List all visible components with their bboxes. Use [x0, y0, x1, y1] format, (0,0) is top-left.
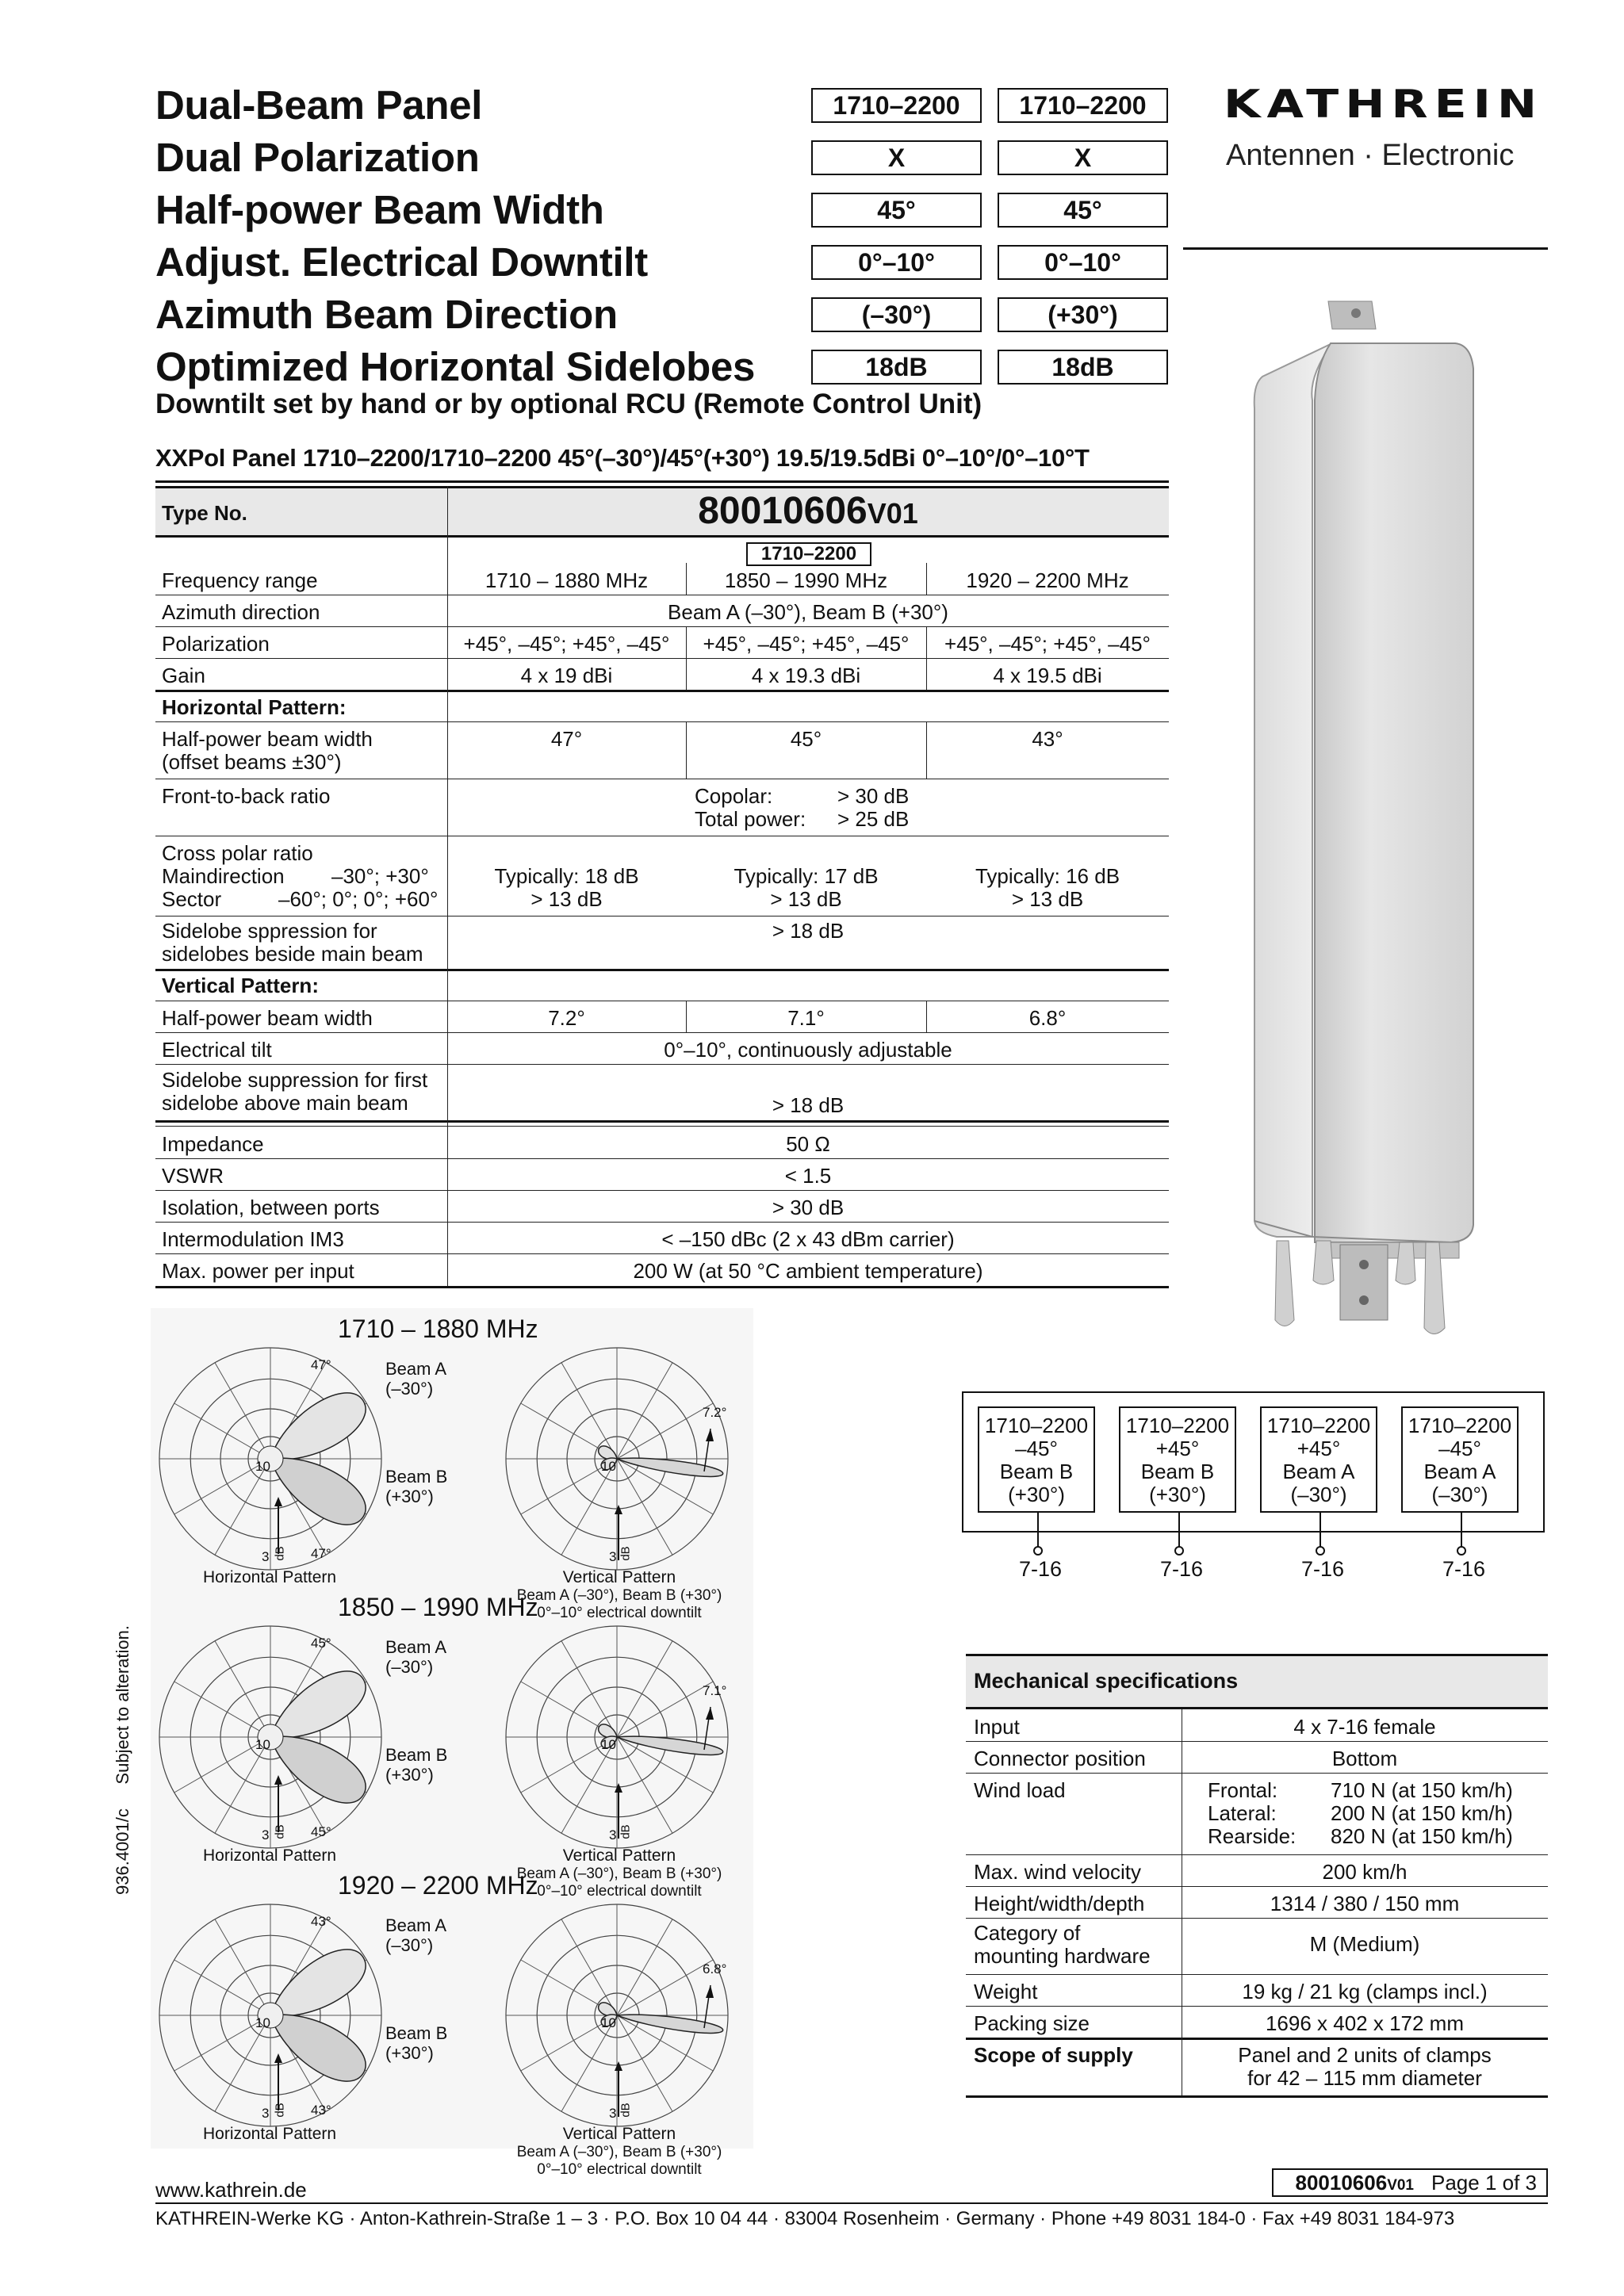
beam-a-label: Beam A	[385, 1359, 447, 1379]
table-row	[155, 1126, 1169, 1127]
connector-beam: Beam B	[999, 1460, 1074, 1483]
sup-label: Sidelobe suppression for first	[162, 1068, 428, 1092]
pattern-title: 1920 – 2200 MHz	[338, 1871, 538, 1900]
feature-value-box: (–30°)	[811, 297, 982, 332]
vertical-pattern-caption: Vertical Pattern	[562, 1846, 676, 1865]
footer-rule	[155, 2202, 1548, 2204]
polarization-value: +45°, –45°; +45°, –45°	[463, 632, 670, 656]
table-row	[155, 969, 1169, 971]
ring-label: 10	[255, 1737, 270, 1752]
brand-tagline: Antennen · Electronic	[1226, 139, 1515, 172]
db-label: dB	[273, 1824, 287, 1839]
hbw-label-sub: (offset beams ±30°)	[162, 750, 342, 774]
connector-pol: +45°	[1155, 1437, 1200, 1460]
impedance-label: Impedance	[162, 1132, 264, 1156]
table-row	[966, 1974, 1548, 1975]
type-label: Type No.	[162, 501, 247, 525]
xpol-label: Cross polar ratio	[162, 841, 313, 865]
hbw-annotation: 47°	[311, 1546, 331, 1561]
wind-rear-value: 820 N (at 150 km/h)	[1331, 1824, 1513, 1848]
wind-label: Wind load	[974, 1778, 1066, 1802]
sls-label-sub: sidelobes beside main beam	[162, 942, 423, 966]
feature-value-box: 0°–10°	[998, 245, 1168, 280]
conpos-label: Connector position	[974, 1747, 1146, 1770]
table-row	[966, 2006, 1548, 2007]
table-row	[966, 2095, 1548, 2098]
dimensions-value: 1314 / 380 / 150 mm	[1270, 1892, 1460, 1915]
table-row	[966, 1773, 1548, 1774]
weight-value: 19 kg / 21 kg (clamps incl.)	[1242, 1980, 1488, 2003]
connector-type: 7-16	[1019, 1557, 1063, 1581]
pattern-title: 1710 – 1880 MHz	[338, 1314, 538, 1343]
mech-title: Mechanical specifications	[974, 1669, 1239, 1693]
ring-label: 10	[255, 1459, 270, 1474]
doc-number-main: 80010606	[1295, 2170, 1388, 2195]
ring-label: 3	[262, 1827, 270, 1843]
vertical-pattern-heading: Vertical Pattern:	[162, 974, 319, 997]
input-label: Input	[974, 1715, 1020, 1739]
power-value: 200 W (at 50 °C ambient temperature)	[633, 1259, 983, 1283]
xpol-min: > 13 dB	[770, 887, 842, 911]
connector-dir: (+30°)	[1149, 1483, 1206, 1506]
vertical-pattern-subcaption: 0°–10° electrical downtilt	[537, 1605, 702, 1621]
vbw-value: 7.2°	[548, 1006, 585, 1030]
vbw-annotation: 6.8°	[703, 1961, 727, 1976]
db-label: dB	[619, 2103, 633, 2118]
connector-pol: –45°	[1438, 1437, 1481, 1460]
hbw-value: 43°	[1032, 727, 1063, 751]
impedance-value: 50 Ω	[786, 1132, 830, 1156]
connector-pol: –45°	[1015, 1437, 1058, 1460]
pattern-title: 1850 – 1990 MHz	[338, 1593, 538, 1621]
feature-label-2: Dual Polarization	[155, 135, 480, 180]
connector-leads	[962, 1513, 1545, 1557]
beam-b-label: Beam B	[385, 1745, 448, 1765]
im3-label: Intermodulation IM3	[162, 1227, 344, 1251]
beam-b-dir: (+30°)	[385, 1765, 434, 1785]
polarization-value: +45°, –45°; +45°, –45°	[944, 632, 1151, 656]
feature-label-6: Optimized Horizontal Sidelobes	[155, 344, 756, 389]
weight-label: Weight	[974, 1980, 1038, 2003]
page-indicator: Page 1 of 3	[1431, 2170, 1537, 2195]
product-line: XXPol Panel 1710–2200/1710–2200 45°(–30°)/45°(+30°) 19.5/19.5dBi 0°–10°/0°–10°T	[155, 444, 1090, 472]
ring-label: 3	[609, 1827, 617, 1843]
gain-value: 4 x 19.3 dBi	[751, 664, 861, 687]
connector-box	[1260, 1406, 1377, 1513]
connector-box	[1401, 1406, 1519, 1513]
vswr-label: VSWR	[162, 1164, 224, 1188]
category-value: M (Medium)	[1309, 1932, 1420, 1956]
connector-box	[978, 1406, 1095, 1513]
table-row	[155, 1158, 1169, 1159]
ftb-total-value: > 25 dB	[837, 807, 910, 831]
scope-label: Scope of supply	[974, 2043, 1133, 2067]
table-row	[155, 1032, 1169, 1033]
footer-address: KATHREIN-Werke KG · Anton-Kathrein-Straße 1 – 3 · P.O. Box 10 04 44 · 83004 Rosenheim · Germany · Phone +49 8031 184-0 · Fax +49 8031 184-973	[155, 2208, 1455, 2229]
beam-b-dir: (+30°)	[385, 2043, 434, 2063]
xpol-typical: Typically: 17 dB	[733, 864, 879, 888]
ring-label: 10	[255, 2015, 270, 2030]
ring-label: 10	[601, 2015, 616, 2030]
freq-value: 1850 – 1990 MHz	[724, 568, 888, 592]
gain-value: 4 x 19.5 dBi	[993, 664, 1102, 687]
xpol-sector-angles: –60°; 0°; 0°; +60°	[278, 887, 439, 911]
connector-type: 7-16	[1301, 1557, 1345, 1581]
connector-band: 1710–2200	[1266, 1414, 1371, 1437]
feature-value-box: 0°–10°	[811, 245, 982, 280]
type-number-suffix: V01	[867, 497, 918, 530]
azimuth-value: Beam A (–30°), Beam B (+30°)	[668, 600, 948, 624]
horizontal-pattern-plot	[155, 1618, 409, 1856]
wind-lateral-value: 200 N (at 150 km/h)	[1331, 1801, 1513, 1825]
horizontal-pattern-caption: Horizontal Pattern	[203, 1568, 337, 1586]
hbw-value: 47°	[550, 727, 583, 751]
doc-number-suffix: V01	[1387, 2176, 1414, 2194]
im3-value: < –150 dBc (2 x 43 dBm carrier)	[661, 1227, 955, 1251]
table-row	[966, 2038, 1548, 2040]
velocity-value: 200 km/h	[1322, 1860, 1408, 1884]
feature-value-box: 18dB	[998, 350, 1168, 385]
packing-label: Packing size	[974, 2011, 1090, 2035]
ftb-label: Front-to-back ratio	[162, 784, 331, 808]
table-row	[155, 1190, 1169, 1191]
sup-label-sub: sidelobe above main beam	[162, 1091, 408, 1115]
horizontal-pattern-plot	[155, 1340, 409, 1578]
table-row	[155, 658, 1169, 659]
xpol-typical: Typically: 18 dB	[494, 864, 639, 888]
divider	[155, 535, 1169, 538]
divider	[447, 535, 448, 1286]
connector-dir: (–30°)	[1290, 1483, 1347, 1506]
packing-value: 1696 x 402 x 172 mm	[1265, 2011, 1465, 2035]
freq-value: 1710 – 1880 MHz	[485, 568, 649, 592]
connector-band: 1710–2200	[1125, 1414, 1230, 1437]
tilt-value: 0°–10°, continuously adjustable	[664, 1038, 952, 1062]
table-row	[966, 1918, 1548, 1919]
conpos-value: Bottom	[1331, 1747, 1398, 1770]
table-row	[966, 1854, 1548, 1855]
connector-box	[1119, 1406, 1236, 1513]
category-label-sub: mounting hardware	[974, 1944, 1151, 1968]
divider	[686, 626, 687, 690]
sls-value: > 18 dB	[772, 919, 845, 943]
feature-label-5: Azimuth Beam Direction	[155, 292, 618, 337]
horizontal-pattern-plot	[155, 1896, 409, 2134]
beam-a-label: Beam A	[385, 1915, 447, 1935]
xpol-typical: Typically: 16 dB	[975, 864, 1120, 888]
db-label: dB	[273, 1546, 287, 1561]
feature-value-box: 1710–2200	[998, 88, 1168, 123]
db-label: dB	[619, 1824, 633, 1839]
db-label: dB	[273, 2103, 287, 2118]
beam-a-label: Beam A	[385, 1637, 447, 1657]
velocity-label: Max. wind velocity	[974, 1860, 1141, 1884]
type-number-main: 80010606	[698, 490, 868, 532]
vswr-value: < 1.5	[784, 1164, 832, 1188]
connector-dir: (+30°)	[1008, 1483, 1065, 1506]
beam-b-label: Beam B	[385, 1467, 448, 1487]
feature-value-box: X	[998, 140, 1168, 175]
feature-label-3: Half-power Beam Width	[155, 187, 604, 232]
hbw-label: Half-power beam width	[162, 727, 373, 751]
vertical-pattern-plot	[498, 1340, 736, 1578]
divider	[926, 721, 927, 779]
table-row	[155, 626, 1169, 627]
feature-value-box: 45°	[811, 193, 982, 228]
ftb-copolar-value: > 30 dB	[837, 784, 910, 808]
website-link[interactable]: www.kathrein.de	[155, 2178, 307, 2202]
ring-label: 3	[609, 1549, 617, 1564]
scope-value-sub: for 42 – 115 mm diameter	[1247, 2066, 1482, 2090]
ring-label: 3	[609, 2106, 617, 2121]
page-box	[1272, 2168, 1548, 2197]
vertical-pattern-caption: Vertical Pattern	[562, 1568, 676, 1586]
feature-label-1: Dual-Beam Panel	[155, 82, 483, 128]
table-row	[155, 690, 1169, 692]
table-row	[155, 1222, 1169, 1223]
type-number	[447, 489, 1169, 533]
xpol-sector-label: Sector	[162, 887, 222, 911]
connector-type: 7-16	[1442, 1557, 1486, 1581]
xpol-main-label: Maindirection	[162, 864, 285, 888]
table-row	[155, 1253, 1169, 1254]
wind-rear-label: Rearside:	[1208, 1824, 1297, 1848]
vbw-value: 7.1°	[787, 1006, 825, 1030]
table-row	[155, 1120, 1169, 1123]
sup-value: > 18 dB	[772, 1093, 845, 1117]
isolation-value: > 30 dB	[772, 1196, 845, 1219]
beam-a-dir: (–30°)	[385, 1657, 434, 1677]
vertical-pattern-plot	[498, 1618, 736, 1856]
ftb-total-label: Total power:	[695, 807, 806, 831]
divider	[926, 563, 927, 595]
gain-label: Gain	[162, 664, 205, 687]
feature-value-box: X	[811, 140, 982, 175]
gain-value: 4 x 19 dBi	[520, 664, 613, 687]
vertical-pattern-subcaption: 0°–10° electrical downtilt	[537, 1883, 702, 1900]
xpol-min: > 13 dB	[1011, 887, 1084, 911]
db-label: dB	[619, 1546, 633, 1561]
vertical-pattern-caption: Vertical Pattern	[562, 2125, 676, 2143]
vertical-pattern-plot	[498, 1896, 736, 2134]
vbw-value: 6.8°	[1028, 1006, 1067, 1030]
hbw-annotation: 45°	[311, 1824, 331, 1839]
dimensions-label: Height/width/depth	[974, 1892, 1145, 1915]
connector-beam: Beam B	[1140, 1460, 1215, 1483]
doc-number	[1296, 2171, 1415, 2195]
wind-frontal-value: 710 N (at 150 km/h)	[1331, 1778, 1513, 1802]
beam-a-dir: (–30°)	[385, 1935, 434, 1955]
ring-label: 10	[601, 1459, 616, 1474]
vertical-pattern-subcaption: Beam A (–30°), Beam B (+30°)	[516, 1866, 722, 1882]
power-label: Max. power per input	[162, 1259, 354, 1283]
isolation-label: Isolation, between ports	[162, 1196, 380, 1219]
connector-pol: +45°	[1297, 1437, 1341, 1460]
horizontal-pattern-caption: Horizontal Pattern	[203, 2125, 337, 2143]
table-row	[966, 1886, 1548, 1887]
band-box: 1710–2200	[746, 542, 871, 566]
connector-beam: Beam A	[1282, 1460, 1355, 1483]
vbw-annotation: 7.1°	[703, 1683, 727, 1698]
wind-frontal-label: Frontal:	[1208, 1778, 1278, 1802]
vertical-pattern-subcaption: Beam A (–30°), Beam B (+30°)	[516, 1587, 722, 1604]
connector-band: 1710–2200	[984, 1414, 1089, 1437]
connector-type: 7-16	[1160, 1557, 1204, 1581]
horizontal-pattern-heading: Horizontal Pattern:	[162, 695, 347, 719]
polarization-value: +45°, –45°; +45°, –45°	[703, 632, 910, 656]
scope-value: Panel and 2 units of clamps	[1238, 2043, 1492, 2067]
feature-label-4: Adjust. Electrical Downtilt	[155, 239, 648, 285]
ring-label: 3	[262, 1549, 270, 1564]
feature-value-box: 45°	[998, 193, 1168, 228]
kathrein-logo: KATHREIN	[1224, 82, 1544, 128]
divider	[926, 1001, 927, 1032]
beam-b-dir: (+30°)	[385, 1487, 434, 1506]
side-note: 936.4001/c Subject to alteration.	[113, 1624, 132, 1895]
vbw-annotation: 7.2°	[703, 1405, 727, 1420]
table-row	[966, 1741, 1548, 1742]
beam-b-label: Beam B	[385, 2023, 448, 2043]
hbw-annotation: 45°	[311, 1636, 331, 1651]
ftb-copolar-label: Copolar:	[695, 784, 773, 808]
product-line-rule	[155, 480, 1169, 483]
hbw-annotation: 43°	[311, 1914, 331, 1929]
ring-label: 3	[262, 2106, 270, 2121]
feature-value-box: 1710–2200	[811, 88, 982, 123]
input-value: 4 x 7-16 female	[1293, 1715, 1436, 1739]
vertical-pattern-subcaption: 0°–10° electrical downtilt	[537, 2161, 702, 2178]
category-label: Category of	[974, 1921, 1081, 1945]
vbw-label: Half-power beam width	[162, 1006, 373, 1030]
vertical-pattern-subcaption: Beam A (–30°), Beam B (+30°)	[516, 2144, 722, 2160]
freq-label: Frequency range	[162, 568, 318, 592]
ring-label: 10	[601, 1737, 616, 1752]
hbw-annotation: 47°	[311, 1357, 331, 1372]
antenna-image	[1245, 297, 1515, 1344]
table-row	[155, 1064, 1169, 1065]
connector-beam: Beam A	[1423, 1460, 1496, 1483]
polarization-label: Polarization	[162, 632, 270, 656]
downtilt-note: Downtilt set by hand or by optional RCU (Remote Control Unit)	[155, 388, 982, 419]
xpol-min: > 13 dB	[530, 887, 603, 911]
freq-value: 1920 – 2200 MHz	[966, 568, 1129, 592]
horizontal-pattern-caption: Horizontal Pattern	[203, 1846, 337, 1865]
hbw-annotation: 43°	[311, 2103, 331, 2118]
xpol-main-angles: –30°; +30°	[331, 864, 429, 888]
header-rule	[1183, 247, 1548, 250]
hbw-value: 45°	[790, 727, 822, 751]
table-row	[155, 721, 1169, 722]
beam-a-dir: (–30°)	[385, 1379, 434, 1399]
wind-lateral-label: Lateral:	[1208, 1801, 1277, 1825]
feature-value-box: 18dB	[811, 350, 982, 385]
divider	[686, 721, 687, 779]
divider	[686, 1001, 687, 1032]
feature-value-box: (+30°)	[998, 297, 1168, 332]
divider	[926, 626, 927, 690]
connector-dir: (–30°)	[1431, 1483, 1488, 1506]
divider	[686, 563, 687, 595]
table-row	[155, 1286, 1169, 1288]
connector-band: 1710–2200	[1408, 1414, 1512, 1437]
azimuth-label: Azimuth direction	[162, 600, 320, 624]
tilt-label: Electrical tilt	[162, 1038, 272, 1062]
sls-label: Sidelobe sppression for	[162, 919, 377, 943]
